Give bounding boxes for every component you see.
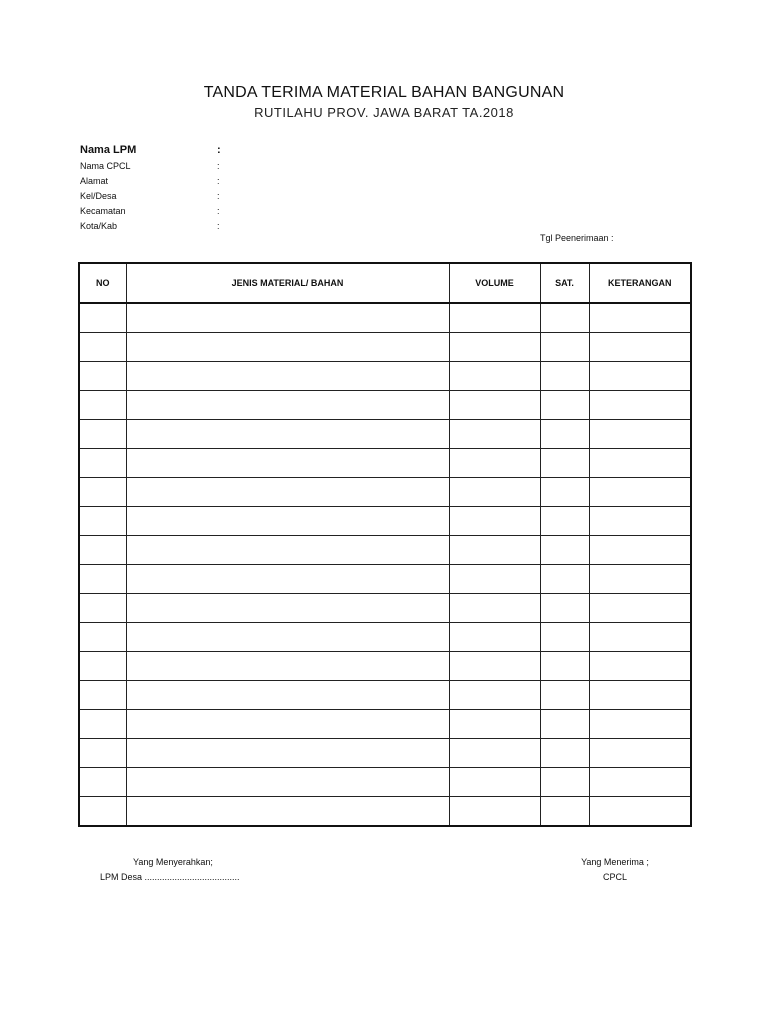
table-row [79,565,691,594]
table-row [79,478,691,507]
info-colon: : [217,144,221,156]
table-row [79,362,691,391]
table-cell[interactable] [126,739,449,768]
table-cell[interactable] [449,420,540,449]
info-label: Kota/Kab [80,221,118,231]
table-cell[interactable] [79,797,126,827]
table-cell[interactable] [449,710,540,739]
table-cell[interactable] [79,303,126,333]
table-row [79,768,691,797]
table-cell[interactable] [540,420,589,449]
table-cell[interactable] [126,623,449,652]
table-cell[interactable] [589,797,691,827]
table-cell[interactable] [589,739,691,768]
table-cell[interactable] [540,536,589,565]
table-cell[interactable] [540,478,589,507]
table-cell[interactable] [449,478,540,507]
info-colon: : [217,206,220,216]
table-cell[interactable] [540,507,589,536]
table-cell[interactable] [540,449,589,478]
table-cell[interactable] [589,420,691,449]
table-cell[interactable] [540,797,589,827]
table-cell[interactable] [79,362,126,391]
table-row [79,420,691,449]
table-cell[interactable] [540,565,589,594]
info-row-kecamatan [80,204,380,219]
info-label: Nama LPM [80,144,137,156]
document-title: TANDA TERIMA MATERIAL BAHAN BANGUNAN [203,84,565,101]
info-row-nama-cpcl [80,159,380,174]
table-row [79,652,691,681]
table-cell[interactable] [589,623,691,652]
table-cell[interactable] [126,768,449,797]
table-cell[interactable] [79,623,126,652]
table-row [79,594,691,623]
table-cell[interactable] [540,652,589,681]
table-row [79,507,691,536]
table-cell[interactable] [79,420,126,449]
table-cell[interactable] [540,710,589,739]
table-cell[interactable] [126,391,449,420]
table-cell[interactable] [589,652,691,681]
info-row-alamat [80,174,380,189]
table-cell[interactable] [126,797,449,827]
table-cell[interactable] [449,333,540,362]
table-cell[interactable] [449,594,540,623]
table-cell[interactable] [449,623,540,652]
info-block [80,142,380,234]
table-cell[interactable] [79,449,126,478]
signature-left-name: LPM Desa ...................................... [100,872,240,882]
table-header-row [79,263,691,303]
table-cell[interactable] [540,303,589,333]
table-cell[interactable] [126,449,449,478]
table-cell[interactable] [126,303,449,333]
table-cell[interactable] [79,478,126,507]
table-cell[interactable] [126,652,449,681]
table-cell[interactable] [126,536,449,565]
info-colon: : [217,176,220,186]
table-cell[interactable] [449,768,540,797]
table-cell[interactable] [589,594,691,623]
table-cell[interactable] [126,333,449,362]
table-cell[interactable] [449,391,540,420]
header-jenis-material: JENIS MATERIAL/ BAHAN [126,263,449,303]
table-cell[interactable] [79,739,126,768]
info-row-nama-lpm [80,142,380,159]
table-cell[interactable] [449,797,540,827]
header-sat: SAT. [540,263,589,303]
table-row [79,797,691,827]
table-body [79,303,691,826]
signature-left-title: Yang Menyerahkan; [133,857,213,867]
table-cell[interactable] [79,565,126,594]
table-row [79,623,691,652]
table-cell[interactable] [79,391,126,420]
table-cell[interactable] [589,536,691,565]
table-cell[interactable] [589,303,691,333]
table-cell[interactable] [589,507,691,536]
table-cell[interactable] [126,478,449,507]
table-cell[interactable] [79,536,126,565]
table-cell[interactable] [449,303,540,333]
table-cell[interactable] [589,710,691,739]
info-label: Kecamatan [80,206,126,216]
info-label: Alamat [80,176,109,186]
info-row-kel-desa [80,189,380,204]
info-label: Nama CPCL [80,161,131,171]
table-cell[interactable] [126,710,449,739]
table-cell[interactable] [449,739,540,768]
table-cell[interactable] [589,449,691,478]
info-colon: : [217,191,220,201]
info-colon: : [217,221,220,231]
table-cell[interactable] [79,652,126,681]
header-no: NO [79,263,126,303]
table-cell[interactable] [540,739,589,768]
table-cell[interactable] [126,507,449,536]
info-row-kota-kab [80,219,380,234]
table-cell[interactable] [79,594,126,623]
signature-right-name: CPCL [602,872,627,882]
table-cell[interactable] [79,710,126,739]
table-cell[interactable] [126,594,449,623]
table-cell[interactable] [449,565,540,594]
table-cell[interactable] [540,681,589,710]
table-cell[interactable] [449,449,540,478]
table-cell[interactable] [589,333,691,362]
header-keterangan: KETERANGAN [589,263,691,303]
table-cell[interactable] [589,768,691,797]
table-cell[interactable] [449,652,540,681]
table-cell[interactable] [79,507,126,536]
document-subtitle: RUTILAHU PROV. JAWA BARAT TA.2018 [254,105,514,120]
table-cell[interactable] [540,768,589,797]
table-row [79,710,691,739]
signature-right [560,855,670,885]
signature-left [100,855,255,885]
header-volume: VOLUME [449,263,540,303]
table-cell[interactable] [540,391,589,420]
table-cell[interactable] [79,333,126,362]
info-label: Kel/Desa [80,191,117,201]
table-cell[interactable] [79,768,126,797]
signature-right-title: Yang Menerima ; [581,857,649,867]
table-row [79,303,691,333]
table-cell[interactable] [449,507,540,536]
table-cell[interactable] [449,681,540,710]
table-cell[interactable] [126,420,449,449]
table-row [79,449,691,478]
table-cell[interactable] [540,333,589,362]
table-cell[interactable] [126,362,449,391]
info-colon: : [217,161,220,171]
table-cell[interactable] [449,536,540,565]
table-cell[interactable] [589,391,691,420]
table-row [79,391,691,420]
table-row [79,681,691,710]
table-cell[interactable] [540,362,589,391]
table-cell[interactable] [589,565,691,594]
material-table [78,262,692,827]
tgl-penerimaan-label: Tgl Peenerimaan : [540,233,614,243]
table-cell[interactable] [126,565,449,594]
table-cell[interactable] [126,681,449,710]
table-cell[interactable] [589,362,691,391]
table-row [79,739,691,768]
table-row [79,333,691,362]
table-cell[interactable] [540,623,589,652]
table-cell[interactable] [540,594,589,623]
table-row [79,536,691,565]
table-cell[interactable] [589,478,691,507]
table-cell[interactable] [449,362,540,391]
table-cell[interactable] [589,681,691,710]
table-cell[interactable] [79,681,126,710]
